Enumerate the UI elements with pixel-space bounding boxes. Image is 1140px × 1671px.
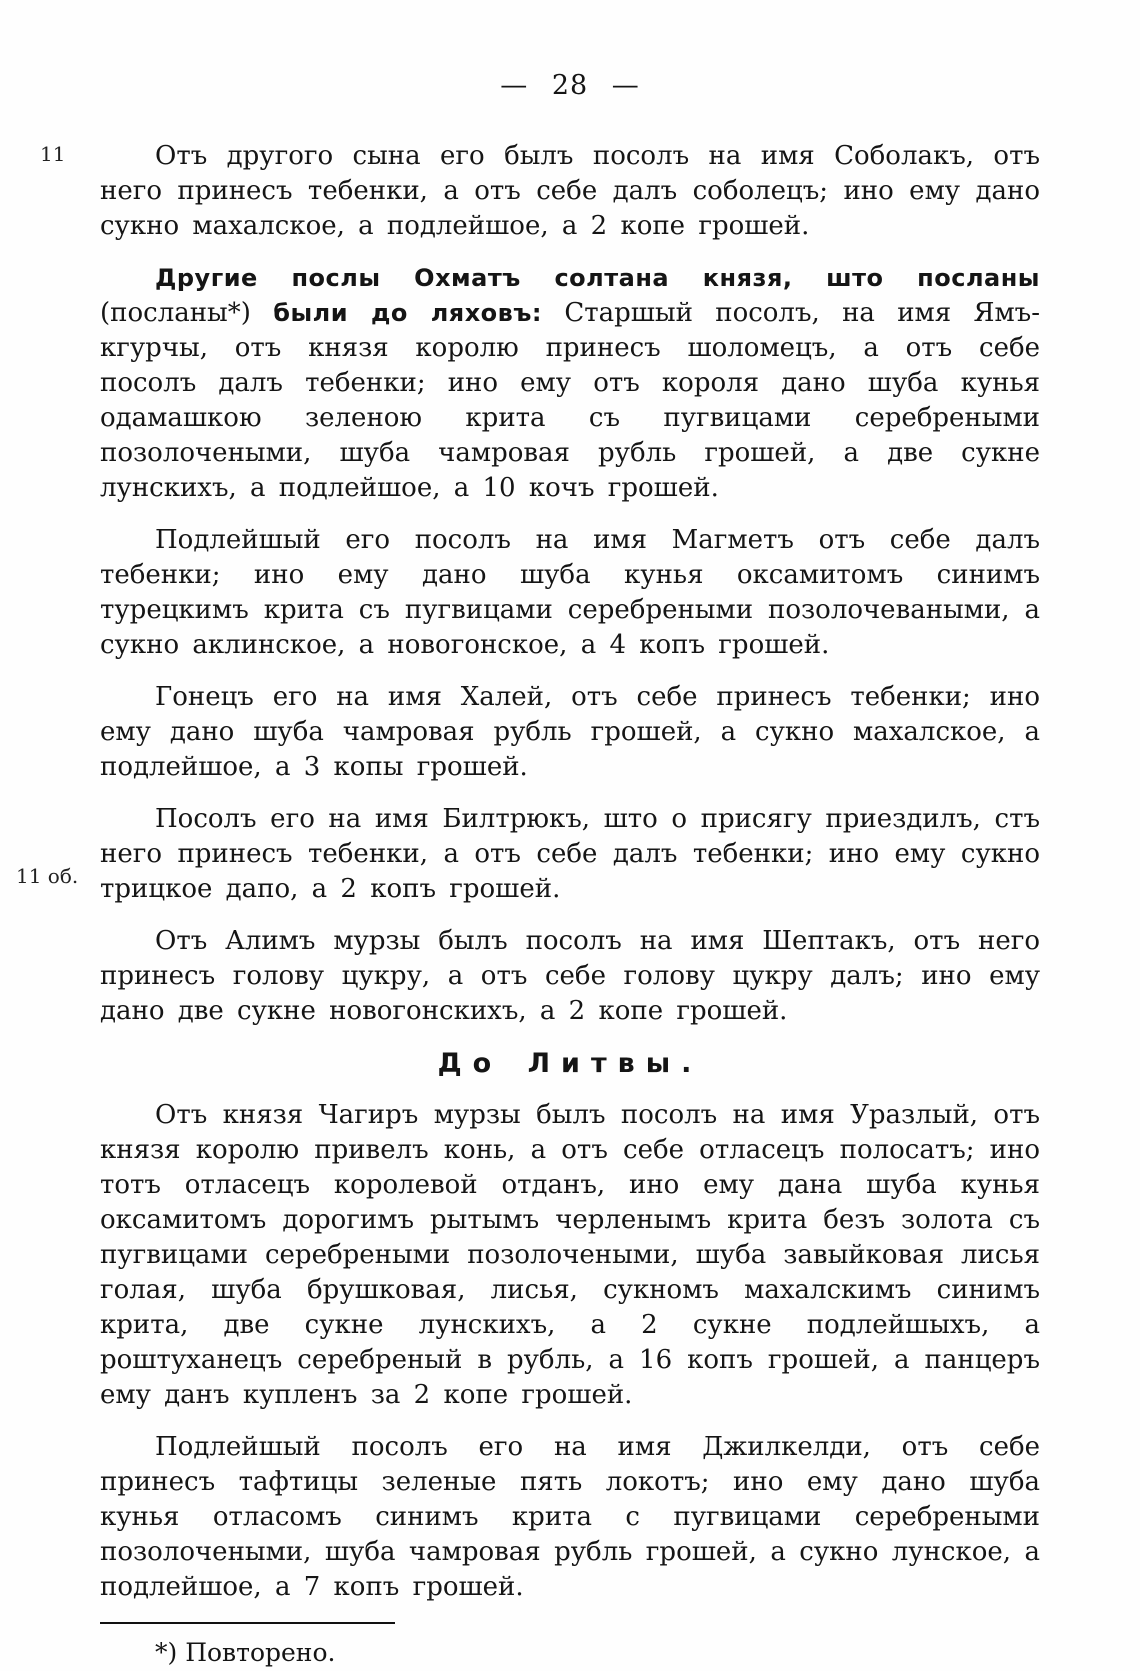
- paragraph-magmet: Подлейшый его посолъ на имя Магметъ отъ себе далъ тебенки; ино ему дано шуба кунья оксамитомъ синимъ турецкимъ крита съ пугвицами серебреными позолочеваными, а сукно аклинское, а новогонское, а 4 копъ грошей.: [100, 525, 1040, 660]
- paragraph-okhmat-footnote-ref: (посланы*): [100, 298, 251, 328]
- paragraph-okhmat: [100, 261, 1040, 506]
- text-block: [100, 139, 1040, 1605]
- paragraph-urazlyy: Отъ князя Чагиръ мурзы былъ посолъ на имя Уразлый, отъ князя королю привелъ конь, а отъ себе отласецъ полосатъ; ино тотъ отласецъ королевой отданъ, ино ему дана шуба кунья оксамитомъ дорогимъ рытымъ черленымъ крита безъ золота съ пугвицами серебреными позолочеными, шуба завыйковая лисья голая, шуба брушковая, лисья, сукномъ махалскимъ синимъ крита, две сукне лунскихъ, а 2 сукне подлейшыхъ, а роштуханецъ серебреный в рубль, а 16 копъ грошей, а панцеръ ему данъ купленъ за 2 копе грошей.: [100, 1100, 1040, 1410]
- section-heading-do-litvy: До Литвы.: [437, 1048, 703, 1079]
- paragraph-khaley: Гонецъ его на имя Халей, отъ себе принесъ тебенки; ино ему дано шуба чамровая рубль грошей, а сукно махалское, а подлейшое, а 3 копы грошей.: [100, 682, 1040, 782]
- paragraph-okhmat-bold-lead-2: были до ляховъ:: [273, 299, 542, 327]
- paragraph-dzhilkeldi: Подлейшый посолъ его на имя Джилкелди, отъ себе принесъ тафтицы зеленые пять локотъ; ино ему дано шуба кунья отласомъ синимъ крита с пугвицами серебреными позолочеными, шуба чамровая рубль грошей, а сукно лунское, а подлейшое, а 7 копъ грошей.: [100, 1432, 1040, 1602]
- paragraph-sobolak: Отъ другого сына его былъ посолъ на имя Соболакъ, отъ него принесъ тебенки, а отъ себе далъ соболецъ; ино ему дано сукно махалское, а подлейшое, а 2 копе грошей.: [100, 141, 1040, 241]
- paragraph-okhmat-body: Старшый посолъ, на имя Ямъ-кгурчы, отъ князя королю принесъ шоломецъ, а отъ себе посолъ далъ тебенки; ино ему отъ короля дано шуба кунья одамашкою зеленою крита съ пугвицами серебреными позолочеными, шуба чамровая рубль грошей, а две сукне лунскихъ, а подлейшое, а 10 кочъ грошей.: [100, 298, 1041, 503]
- footnote-text: *) Повторено.: [155, 1638, 336, 1667]
- footnote-rule: [100, 1622, 395, 1624]
- paragraph-biltryuk: Посолъ его на имя Билтрюкъ, што о присягу приездилъ, стъ него принесъ тебенки, а отъ себе далъ тебенки; ино ему сукно трицкое дапо, а 2 копъ грошей.: [100, 804, 1040, 904]
- margin-note-folio-11ob: 11 об.: [16, 864, 79, 888]
- margin-note-folio-11: 11: [40, 142, 66, 166]
- page-number: — 28 —: [500, 70, 640, 101]
- paragraph-sheptak: Отъ Алимъ мурзы былъ посолъ на имя Шептакъ, отъ него принесъ голову цукру, а отъ себе голову цукру далъ; ино ему дано две сукне новогонскихъ, а 2 копе грошей.: [100, 926, 1040, 1026]
- paragraph-okhmat-bold-lead: Другие послы Охматъ солтана князя, што посланы: [155, 264, 1040, 292]
